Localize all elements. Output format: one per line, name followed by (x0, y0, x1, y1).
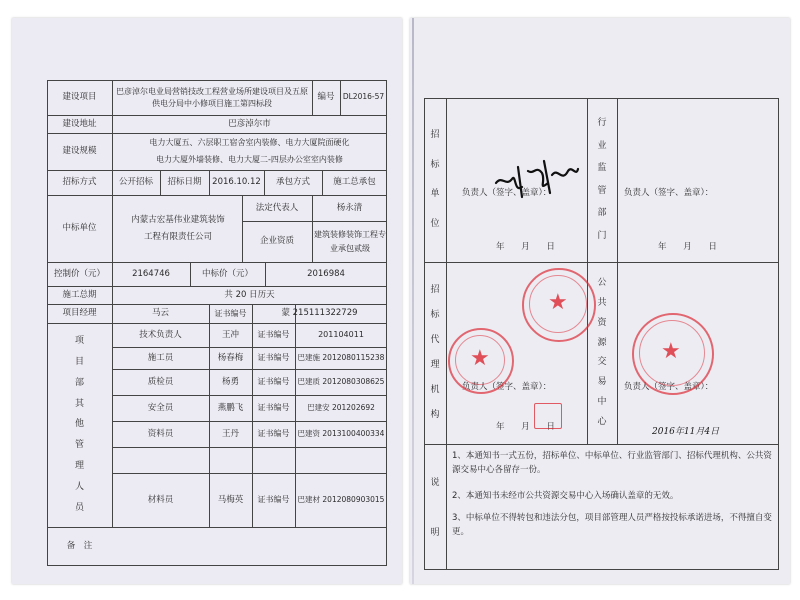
location-label: 建设地址 (62, 118, 97, 129)
exchange-stamp (632, 313, 714, 395)
exchange-handwritten-date: 2016年11月4日 (652, 427, 720, 437)
staff-cert: 201104011 (318, 330, 364, 340)
staff-role: 资料员 (147, 428, 174, 439)
right-document-page (410, 18, 790, 584)
legal-rep-label: 法定代表人 (255, 202, 299, 213)
staff-name: 王丹 (221, 428, 239, 439)
project-name-value: 巴彦淖尔电业局营销技改工程营业场所建设项目及五原供电分局中小修项目施工第四标段 (116, 86, 308, 108)
staff-role: 安全员 (147, 402, 174, 413)
contract-type-value: 施工总承包 (333, 177, 376, 188)
notes-label: 说 明 (430, 477, 440, 538)
staff-name: 杨勇 (221, 376, 239, 387)
note-2: 2、本通知书未经市公共资源交易中心入场确认盖章的无效。 (452, 491, 679, 501)
left-document-page (12, 18, 402, 584)
control-price-value: 2164746 (132, 268, 170, 279)
number-label: 编号 (317, 92, 335, 103)
scan-edge-mark (412, 18, 414, 584)
number-value: DL2016-57 (342, 92, 385, 102)
tenderer-label: 招 标 单 位 (430, 129, 440, 230)
note-1: 1、本通知书一式五份，招标单位、中标单位、行业监管部门、招标代理机构、公共资源交易中心各留存一份。 (452, 451, 772, 475)
staff-name: 马梅英 (217, 494, 244, 505)
bid-method-label: 招标方式 (62, 177, 97, 188)
regulator-label: 行 业 监 管 部 门 (597, 118, 607, 241)
staff-group-label: 项 目 部 其 他 管 理 人 员 (74, 335, 84, 514)
scale-line-1: 电力大厦五、六层职工宿舍室内装修、电力大厦院面硬化 (149, 138, 350, 148)
staff-name: 燕鹏飞 (217, 402, 244, 413)
contract-type-label: 承包方式 (275, 177, 310, 188)
staff-cert-label: 证书编号 (257, 495, 290, 505)
staff-role: 施工员 (147, 352, 174, 363)
staff-cert: 巴建施 2012080115238 (297, 352, 385, 362)
agency-label: 招 标 代 理 机 构 (430, 285, 440, 420)
project-name-label: 建设项目 (62, 92, 97, 103)
staff-cert-label: 证书编号 (257, 377, 290, 387)
control-price-label: 控制价（元） (53, 268, 105, 279)
exchange-signer-label: 负责人（签字、盖章）： (624, 382, 714, 392)
staff-cert: 巴建质 2012080308625 (297, 376, 385, 386)
star-icon: ★ (548, 290, 568, 315)
staff-role: 材料员 (147, 494, 174, 505)
bid-date-label: 招标日期 (167, 177, 202, 188)
staff-cert: 巴建资 2013100400334 (297, 428, 385, 438)
star-icon: ★ (470, 346, 490, 371)
exchange-label: 公 共 资 源 交 易 中 心 (597, 277, 607, 427)
winner-label: 中标单位 (62, 223, 97, 234)
agency-stamp-bottom (448, 328, 514, 394)
qualification-value: 建筑装修装饰工程专业承包贰级 (314, 229, 386, 253)
agency-date: 年 月 日 (496, 422, 555, 432)
tenderer-date: 年 月 日 (496, 242, 555, 252)
staff-cert: 巴建材 2012080903015 (297, 494, 385, 504)
winner-value: 内蒙古宏基伟业建筑装饰工程有限责任公司 (131, 215, 225, 242)
agency-signer-label: 负责人（签字、盖章）： (462, 382, 552, 392)
qualification-label: 企业资质 (259, 236, 294, 247)
project-manager-cert-label: 证书编号 (214, 308, 247, 318)
location-value: 巴彦淖尔市 (228, 118, 271, 129)
regulator-signer-label: 负责人（签字、盖章）： (624, 188, 714, 198)
regulator-date: 年 月 日 (658, 242, 717, 252)
bid-method-value: 公开招标 (118, 177, 153, 188)
scale-line-2: 电力大厦外墙装修、电力大厦二-四层办公室室内装修 (156, 155, 343, 165)
duration-label: 施工总期 (62, 289, 97, 300)
project-manager-label: 项目经理 (62, 308, 97, 319)
legal-rep-value: 杨永清 (336, 202, 363, 213)
staff-cert-label: 证书编号 (257, 403, 290, 413)
bid-date-value: 2016.10.12 (212, 177, 261, 188)
personal-seal (534, 403, 562, 429)
star-icon: ★ (661, 339, 681, 364)
note-3: 3、中标单位不得转包和违法分包，项目部管理人员严格按投标承诺进场，不得擅自变更。 (452, 513, 772, 537)
staff-name: 王冲 (221, 329, 239, 340)
tenderer-signer-label: 负责人（签字、盖章）： (462, 188, 552, 198)
staff-cert-label: 证书编号 (257, 330, 290, 340)
scale-label: 建设规模 (62, 146, 97, 157)
agency-stamp-top (522, 268, 596, 342)
staff-name: 杨春梅 (217, 352, 244, 363)
staff-cert-label: 证书编号 (257, 353, 290, 363)
winning-price-value: 2016984 (307, 268, 345, 279)
staff-role: 质检员 (147, 376, 174, 387)
project-manager-cert: 蒙 215111322729 (281, 308, 358, 319)
staff-role: 技术负责人 (139, 329, 182, 340)
duration-value: 共 20 日历天 (224, 289, 275, 300)
winning-price-label: 中标价（元） (201, 268, 253, 279)
handwritten-signature (492, 153, 582, 203)
project-manager-name: 马云 (151, 308, 169, 319)
staff-cert-label: 证书编号 (257, 429, 290, 439)
staff-cert: 巴建安 201202692 (307, 402, 375, 412)
remarks-label: 备 注 (66, 541, 93, 552)
